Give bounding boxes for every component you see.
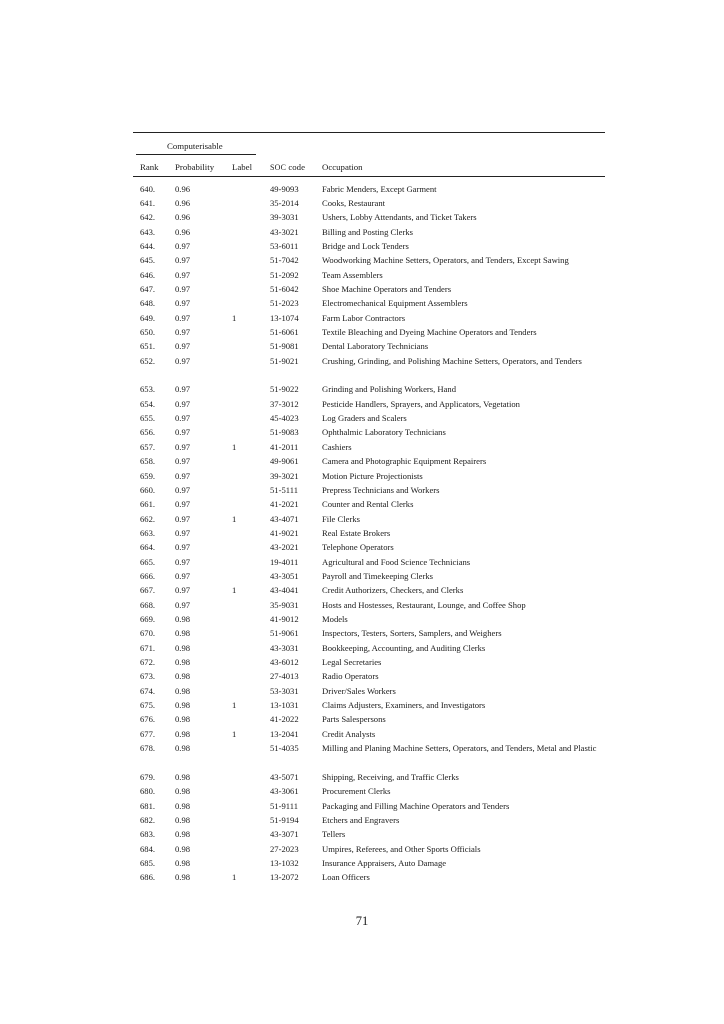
probability-cell: 0.98 xyxy=(175,800,191,811)
soc-code-cell: 19-4011 xyxy=(270,556,299,567)
soc-code-cell: 49-9061 xyxy=(270,456,299,467)
probability-cell: 0.98 xyxy=(175,700,191,711)
probability-cell: 0.98 xyxy=(175,843,191,854)
soc-code-cell: 41-2021 xyxy=(270,499,299,510)
column-header-label: Label xyxy=(232,162,253,172)
probability-cell: 0.98 xyxy=(175,829,191,840)
rank-cell: 684. xyxy=(140,843,156,854)
label-cell: 1 xyxy=(232,513,237,524)
rank-cell: 651. xyxy=(140,341,156,352)
occupation-cell: Procurement Clerks xyxy=(322,786,391,797)
occupation-cell: Inspectors, Testers, Sorters, Samplers, and Weighers xyxy=(322,628,502,639)
probability-cell: 0.97 xyxy=(175,427,191,438)
occupation-cell: Billing and Posting Clerks xyxy=(322,226,413,237)
soc-code-cell: 51-2092 xyxy=(270,269,299,280)
occupation-cell: Ushers, Lobby Attendants, and Ticket Takers xyxy=(322,212,477,223)
occupation-cell: Shipping, Receiving, and Traffic Clerks xyxy=(322,771,459,782)
probability-cell: 0.97 xyxy=(175,513,191,524)
rank-cell: 652. xyxy=(140,355,156,366)
soc-code-cell: 53-3031 xyxy=(270,685,299,696)
occupation-cell: Prepress Technicians and Workers xyxy=(322,484,440,495)
occupation-cell: Bookkeeping, Accounting, and Auditing Clerks xyxy=(322,642,486,653)
probability-cell: 0.97 xyxy=(175,585,191,596)
occupation-cell: Woodworking Machine Setters, Operators, and Tenders, Except Sawing xyxy=(322,255,569,266)
probability-cell: 0.97 xyxy=(175,384,191,395)
rank-cell: 667. xyxy=(140,585,156,596)
soc-code-cell: 51-9111 xyxy=(270,800,299,811)
rank-cell: 668. xyxy=(140,599,156,610)
occupation-cell: Crushing, Grinding, and Polishing Machine Setters, Operators, and Tenders xyxy=(322,355,582,366)
rank-cell: 650. xyxy=(140,327,156,337)
probability-cell: 0.98 xyxy=(175,614,191,624)
soc-code-cell: 41-2022 xyxy=(270,714,299,725)
rank-cell: 660. xyxy=(140,484,156,495)
soc-code-cell: 43-2021 xyxy=(270,542,299,553)
occupation-cell: Ophthalmic Laboratory Technicians xyxy=(322,427,446,438)
occupation-cell: Milling and Planing Machine Setters, Operators, and Tenders, Metal and Plastic xyxy=(322,743,597,754)
occupation-cell: Motion Picture Projectionists xyxy=(322,470,423,481)
probability-cell: 0.98 xyxy=(175,857,191,868)
rank-cell: 682. xyxy=(140,814,156,825)
rank-cell: 677. xyxy=(140,728,156,739)
rank-cell: 681. xyxy=(140,800,156,811)
rank-cell: 664. xyxy=(140,542,156,553)
soc-code-cell: 51-6042 xyxy=(270,283,299,294)
soc-code-cell: 51-9022 xyxy=(270,384,299,395)
soc-code-cell: 43-3031 xyxy=(270,642,299,653)
rank-cell: 643. xyxy=(140,226,156,237)
probability-cell: 0.97 xyxy=(175,570,191,581)
soc-code-cell: 13-2072 xyxy=(270,872,299,883)
soc-code-cell: 43-4071 xyxy=(270,513,299,524)
rank-cell: 654. xyxy=(140,398,156,409)
soc-code-cell: 51-2023 xyxy=(270,298,299,309)
occupation-cell: Parts Salespersons xyxy=(322,714,386,725)
rank-cell: 640. xyxy=(140,183,156,194)
occupation-cell: Tellers xyxy=(322,829,346,840)
group-header-computerisable: Computerisable xyxy=(167,141,223,151)
soc-code-cell: 41-9012 xyxy=(270,614,299,624)
soc-code-cell: 39-3021 xyxy=(270,470,299,481)
rank-cell: 683. xyxy=(140,829,156,840)
page-number: 71 xyxy=(355,914,369,928)
occupation-cell: Counter and Rental Clerks xyxy=(322,499,414,510)
probability-cell: 0.97 xyxy=(175,542,191,553)
occupation-cell: Agricultural and Food Science Technicians xyxy=(322,556,471,567)
label-cell: 1 xyxy=(232,872,237,883)
occupation-cell: Cooks, Restaurant xyxy=(322,197,386,208)
rank-cell: 642. xyxy=(140,212,156,223)
occupation-cell: Bridge and Lock Tenders xyxy=(322,240,409,251)
probability-cell: 0.98 xyxy=(175,743,191,754)
soc-code-cell: 35-2014 xyxy=(270,197,299,208)
rank-cell: 686. xyxy=(140,872,156,883)
label-cell: 1 xyxy=(232,441,237,452)
soc-code-cell: 49-9093 xyxy=(270,183,299,194)
occupation-cell: Grinding and Polishing Workers, Hand xyxy=(322,384,457,395)
rank-cell: 678. xyxy=(140,743,156,754)
rank-cell: 659. xyxy=(140,470,156,481)
label-cell: 1 xyxy=(232,728,237,739)
probability-cell: 0.97 xyxy=(175,283,191,294)
soc-code-cell: 13-1032 xyxy=(270,857,299,868)
soc-code-cell: 53-6011 xyxy=(270,240,299,251)
rank-cell: 653. xyxy=(140,384,156,395)
occupation-cell: Driver/Sales Workers xyxy=(322,685,396,696)
probability-cell: 0.97 xyxy=(175,456,191,467)
probability-cell: 0.98 xyxy=(175,786,191,797)
soc-code-cell: 43-6012 xyxy=(270,657,299,668)
rank-cell: 673. xyxy=(140,671,156,682)
rank-cell: 655. xyxy=(140,413,156,424)
soc-code-cell: 37-3012 xyxy=(270,398,299,409)
rank-cell: 665. xyxy=(140,556,156,567)
soc-code-cell: 51-9081 xyxy=(270,341,299,352)
soc-code-cell: 39-3031 xyxy=(270,212,299,223)
probability-cell: 0.98 xyxy=(175,685,191,696)
occupation-cell: Textile Bleaching and Dyeing Machine Operators and Tenders xyxy=(322,327,537,337)
rank-cell: 646. xyxy=(140,269,156,280)
soc-code-cell: 43-3051 xyxy=(270,570,299,581)
rank-cell: 658. xyxy=(140,456,156,467)
header-bottom-rule xyxy=(133,176,605,177)
occupation-cell: Cashiers xyxy=(322,441,352,452)
rank-cell: 644. xyxy=(140,240,156,251)
probability-cell: 0.98 xyxy=(175,814,191,825)
column-header-rank: Rank xyxy=(140,162,159,172)
soc-code-cell: 51-9083 xyxy=(270,427,299,438)
soc-code-cell: 51-6061 xyxy=(270,327,299,337)
probability-cell: 0.97 xyxy=(175,298,191,309)
occupation-cell: Credit Analysts xyxy=(322,728,376,739)
occupation-cell: Loan Officers xyxy=(322,872,370,883)
probability-cell: 0.96 xyxy=(175,197,191,208)
table-top-rule xyxy=(133,132,605,133)
soc-code-cell: 43-3071 xyxy=(270,829,299,840)
probability-cell: 0.98 xyxy=(175,728,191,739)
soc-abbrev: SOC xyxy=(270,163,287,172)
probability-cell: 0.96 xyxy=(175,183,191,194)
rank-cell: 685. xyxy=(140,857,156,868)
rank-cell: 666. xyxy=(140,570,156,581)
rank-cell: 648. xyxy=(140,298,156,309)
soc-code-cell: 13-2041 xyxy=(270,728,299,739)
probability-cell: 0.98 xyxy=(175,714,191,725)
rank-cell: 679. xyxy=(140,771,156,782)
probability-cell: 0.96 xyxy=(175,226,191,237)
soc-code-cell: 41-9021 xyxy=(270,527,299,538)
soc-code-cell: 51-9061 xyxy=(270,628,299,639)
rank-cell: 672. xyxy=(140,657,156,668)
rank-cell: 675. xyxy=(140,700,156,711)
probability-cell: 0.96 xyxy=(175,212,191,223)
rank-cell: 662. xyxy=(140,513,156,524)
soc-code-cell: 51-4035 xyxy=(270,743,299,754)
label-cell: 1 xyxy=(232,700,237,711)
column-header-soc-code xyxy=(270,162,305,173)
probability-cell: 0.98 xyxy=(175,642,191,653)
soc-code-cell: 13-1074 xyxy=(270,312,299,323)
probability-cell: 0.97 xyxy=(175,499,191,510)
label-cell: 1 xyxy=(232,312,237,323)
probability-cell: 0.97 xyxy=(175,413,191,424)
occupation-cell: Models xyxy=(322,614,348,624)
probability-cell: 0.98 xyxy=(175,657,191,668)
rank-cell: 674. xyxy=(140,685,156,696)
occupation-cell: Packaging and Filling Machine Operators and Tenders xyxy=(322,800,510,811)
rank-cell: 671. xyxy=(140,642,156,653)
soc-code-cell: 27-2023 xyxy=(270,843,299,854)
probability-cell: 0.97 xyxy=(175,240,191,251)
probability-cell: 0.97 xyxy=(175,556,191,567)
probability-cell: 0.97 xyxy=(175,527,191,538)
probability-cell: 0.98 xyxy=(175,771,191,782)
occupation-cell: Radio Operators xyxy=(322,671,379,682)
probability-cell: 0.98 xyxy=(175,671,191,682)
column-header-probability: Probability xyxy=(175,162,215,172)
rank-cell: 676. xyxy=(140,714,156,725)
occupation-cell: Credit Authorizers, Checkers, and Clerks xyxy=(322,585,464,596)
probability-cell: 0.97 xyxy=(175,355,191,366)
soc-code-cell: 35-9031 xyxy=(270,599,299,610)
column-header-occupation: Occupation xyxy=(322,162,363,172)
occupation-cell: Dental Laboratory Technicians xyxy=(322,341,429,352)
soc-code-cell: 51-5111 xyxy=(270,484,299,495)
soc-code-cell: 43-3021 xyxy=(270,226,299,237)
soc-code-cell: 43-5071 xyxy=(270,771,299,782)
soc-code-cell: 41-2011 xyxy=(270,441,299,452)
rank-cell: 657. xyxy=(140,441,156,452)
group-header-underline xyxy=(136,154,256,155)
rank-cell: 649. xyxy=(140,312,156,323)
occupation-cell: Camera and Photographic Equipment Repairers xyxy=(322,456,487,467)
rank-cell: 647. xyxy=(140,283,156,294)
probability-cell: 0.98 xyxy=(175,872,191,883)
soc-code-cell: 13-1031 xyxy=(270,700,299,711)
probability-cell: 0.97 xyxy=(175,327,191,337)
soc-code-cell: 51-7042 xyxy=(270,255,299,266)
occupation-cell: Umpires, Referees, and Other Sports Officials xyxy=(322,843,481,854)
occupation-cell: Insurance Appraisers, Auto Damage xyxy=(322,857,447,868)
occupation-cell: Claims Adjusters, Examiners, and Investigators xyxy=(322,700,486,711)
occupation-cell: Team Assemblers xyxy=(322,269,383,280)
occupation-cell: File Clerks xyxy=(322,513,360,524)
probability-cell: 0.97 xyxy=(175,255,191,266)
occupation-cell: Shoe Machine Operators and Tenders xyxy=(322,283,452,294)
occupation-cell: Telephone Operators xyxy=(322,542,394,553)
soc-code-cell: 27-4013 xyxy=(270,671,299,682)
occupation-cell: Legal Secretaries xyxy=(322,657,382,668)
probability-cell: 0.97 xyxy=(175,269,191,280)
rank-cell: 670. xyxy=(140,628,156,639)
occupation-cell: Hosts and Hostesses, Restaurant, Lounge, and Coffee Shop xyxy=(322,599,526,610)
rank-cell: 669. xyxy=(140,614,156,624)
probability-cell: 0.97 xyxy=(175,341,191,352)
code-word: code xyxy=(286,162,305,172)
soc-code-cell: 51-9021 xyxy=(270,355,299,366)
probability-cell: 0.97 xyxy=(175,470,191,481)
probability-cell: 0.97 xyxy=(175,484,191,495)
probability-cell: 0.97 xyxy=(175,441,191,452)
rank-cell: 663. xyxy=(140,527,156,538)
soc-code-cell: 45-4023 xyxy=(270,413,299,424)
rank-cell: 680. xyxy=(140,786,156,797)
occupation-cell: Real Estate Brokers xyxy=(322,527,391,538)
label-cell: 1 xyxy=(232,585,237,596)
soc-code-cell: 51-9194 xyxy=(270,814,299,825)
soc-code-cell: 43-4041 xyxy=(270,585,299,596)
occupation-cell: Farm Labor Contractors xyxy=(322,312,406,323)
probability-cell: 0.98 xyxy=(175,628,191,639)
occupation-cell: Log Graders and Scalers xyxy=(322,413,407,424)
rank-cell: 645. xyxy=(140,255,156,266)
occupation-cell: Pesticide Handlers, Sprayers, and Applicators, Vegetation xyxy=(322,398,520,409)
probability-cell: 0.97 xyxy=(175,312,191,323)
occupation-cell: Fabric Menders, Except Garment xyxy=(322,183,437,194)
probability-cell: 0.97 xyxy=(175,398,191,409)
occupation-cell: Payroll and Timekeeping Clerks xyxy=(322,570,433,581)
occupation-cell: Electromechanical Equipment Assemblers xyxy=(322,298,468,309)
soc-code-cell: 43-3061 xyxy=(270,786,299,797)
rank-cell: 641. xyxy=(140,197,156,208)
rank-cell: 661. xyxy=(140,499,156,510)
probability-cell: 0.97 xyxy=(175,599,191,610)
rank-cell: 656. xyxy=(140,427,156,438)
occupation-cell: Etchers and Engravers xyxy=(322,814,400,825)
